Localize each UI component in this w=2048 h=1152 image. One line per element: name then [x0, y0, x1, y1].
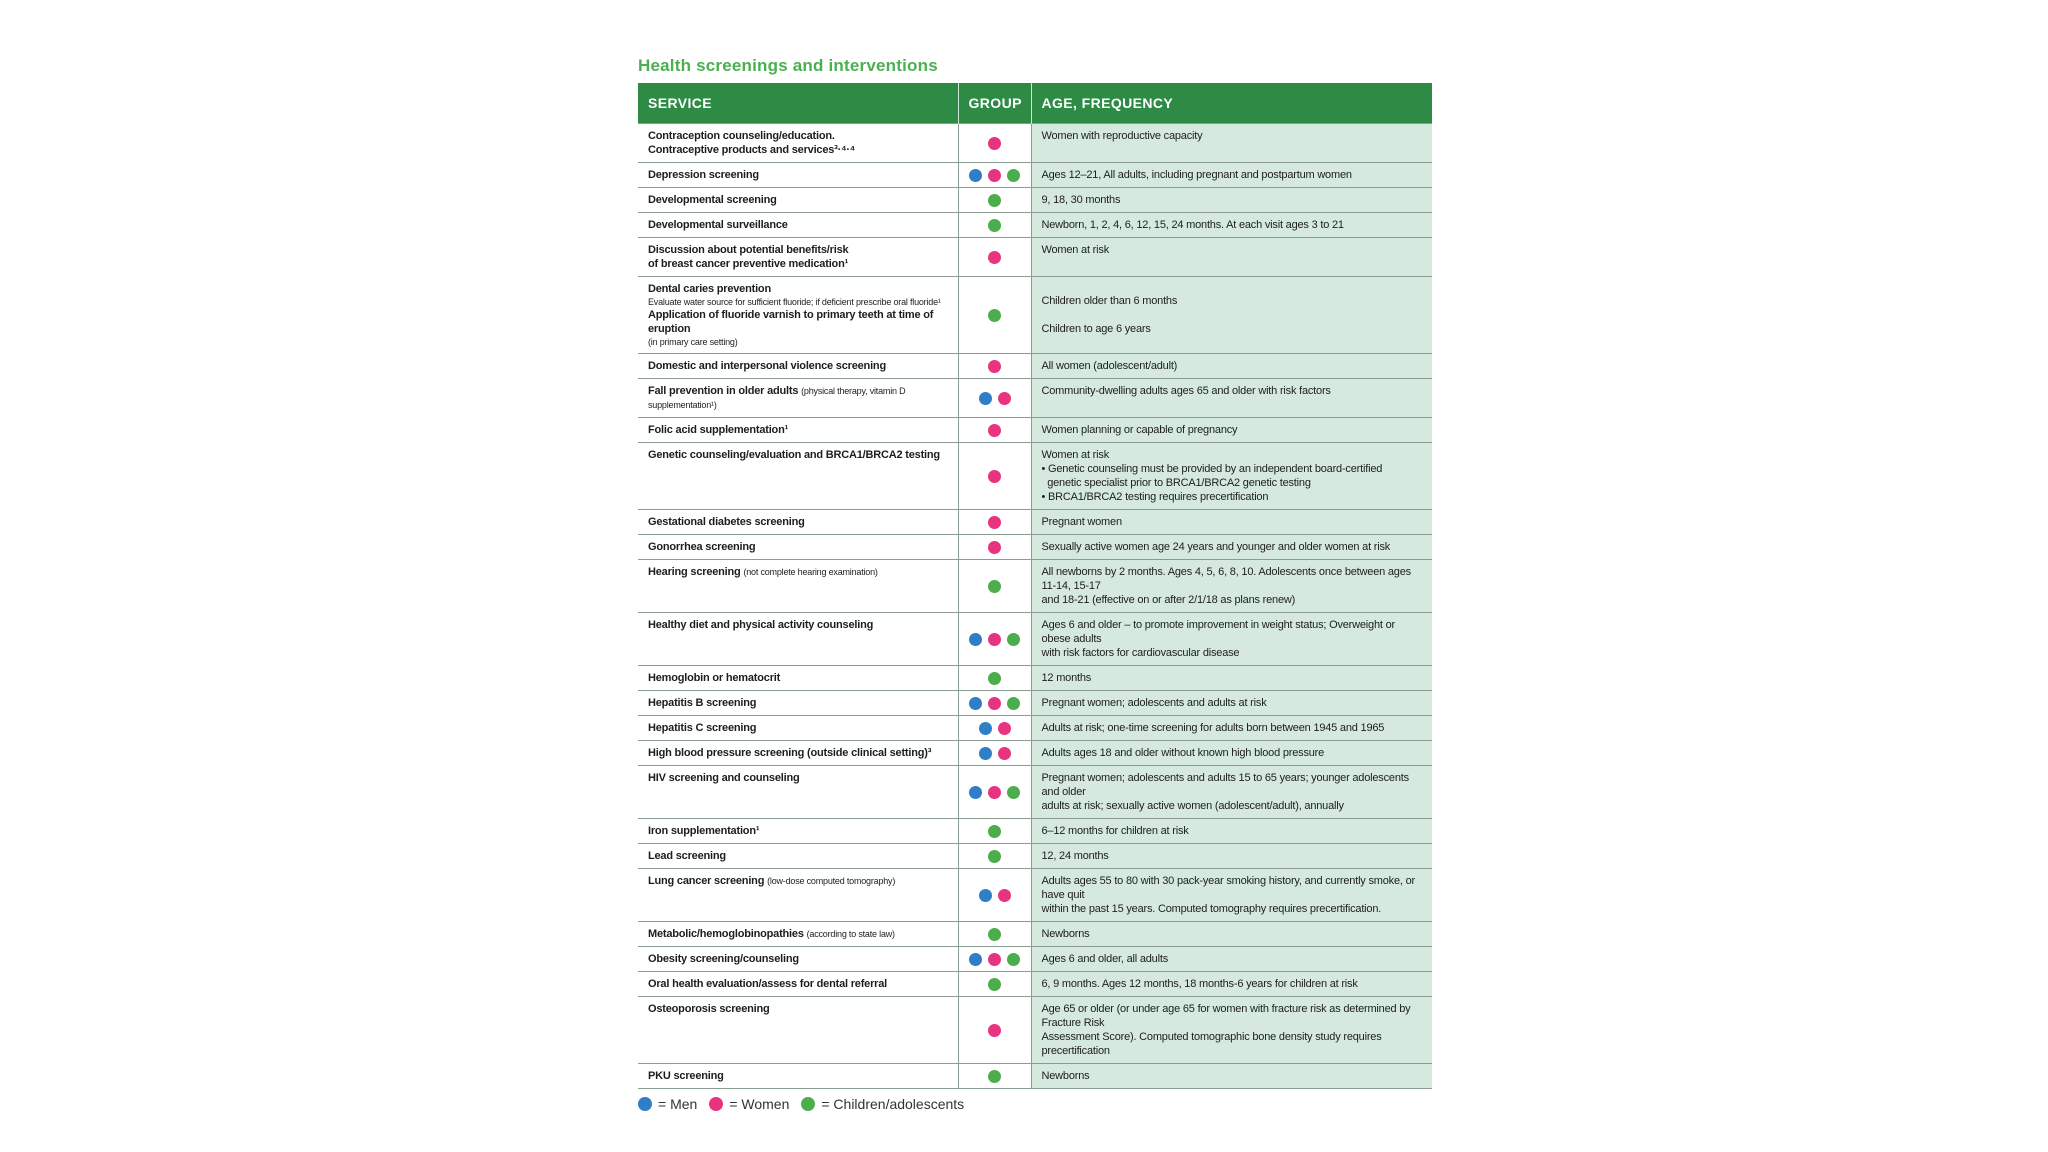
table-row	[638, 379, 1432, 418]
service-cell	[638, 124, 958, 163]
table-row	[638, 869, 1432, 922]
men-dot-icon	[979, 392, 992, 405]
page-title: Health screenings and interventions	[638, 56, 938, 75]
women-dot-icon	[998, 722, 1011, 735]
children-dot-icon	[988, 1070, 1001, 1083]
age-frequency-cell	[1031, 972, 1432, 997]
age-frequency-cell	[1031, 766, 1432, 819]
group-cell	[958, 443, 1031, 510]
age-text: Age 65 or older (or under age 65 for women with fracture risk as determined by Fracture Risk	[1041, 1003, 1411, 1029]
children-dot-icon	[988, 219, 1001, 232]
table-row	[638, 613, 1432, 666]
men-dot-icon	[979, 722, 992, 735]
children-dot-icon	[988, 928, 1001, 941]
screenings-table	[638, 83, 1432, 1089]
service-text: Healthy diet and physical activity counseling	[648, 619, 874, 631]
age-text: Children older than 6 months	[1041, 295, 1178, 307]
service-text: Depression screening	[648, 169, 759, 181]
age-text: within the past 15 years. Computed tomography requires precertification.	[1041, 903, 1382, 915]
table-row	[638, 535, 1432, 560]
service-cell	[638, 613, 958, 666]
age-text: genetic specialist prior to BRCA1/BRCA2 genetic testing	[1041, 477, 1311, 489]
children-dot-icon	[988, 194, 1001, 207]
group-cell	[958, 277, 1031, 354]
service-text: Genetic counseling/evaluation and BRCA1/BRCA2 testing	[648, 449, 940, 461]
age-frequency-cell	[1031, 716, 1432, 741]
legend-women-label: = Women	[729, 1096, 790, 1112]
age-text: 12 months	[1041, 672, 1092, 684]
service-cell	[638, 443, 958, 510]
service-cell	[638, 379, 958, 418]
children-dot-icon	[1007, 953, 1020, 966]
service-cell	[638, 354, 958, 379]
age-frequency-cell	[1031, 535, 1432, 560]
age-frequency-cell	[1031, 379, 1432, 418]
service-cell	[638, 766, 958, 819]
group-cell	[958, 560, 1031, 613]
group-cell	[958, 869, 1031, 922]
group-cell	[958, 819, 1031, 844]
table-row	[638, 691, 1432, 716]
service-text: Hemoglobin or hematocrit	[648, 672, 781, 684]
men-dot-icon	[969, 633, 982, 646]
age-text: Newborns	[1041, 928, 1090, 940]
children-dot-icon	[988, 978, 1001, 991]
men-dot-icon	[969, 169, 982, 182]
group-cell	[958, 535, 1031, 560]
group-cell	[958, 354, 1031, 379]
age-frequency-cell	[1031, 510, 1432, 535]
group-cell	[958, 613, 1031, 666]
legend	[638, 1096, 976, 1112]
women-dot-icon	[988, 169, 1001, 182]
age-frequency-cell	[1031, 947, 1432, 972]
service-cell	[638, 819, 958, 844]
service-cell	[638, 510, 958, 535]
service-cell	[638, 741, 958, 766]
table-row	[638, 238, 1432, 277]
service-cell	[638, 535, 958, 560]
age-text: with risk factors for cardiovascular disease	[1041, 647, 1240, 659]
service-cell	[638, 163, 958, 188]
table-row	[638, 947, 1432, 972]
legend-men	[638, 1096, 697, 1112]
children-dot-icon	[988, 825, 1001, 838]
service-text: Hepatitis C screening	[648, 722, 757, 734]
legend-men-label: = Men	[658, 1096, 698, 1112]
women-dot-icon	[998, 889, 1011, 902]
table-row	[638, 716, 1432, 741]
service-note: (according to state law)	[806, 929, 895, 939]
header-age-frequency: AGE, FREQUENCY	[1031, 83, 1432, 124]
age-frequency-cell	[1031, 418, 1432, 443]
table-row	[638, 766, 1432, 819]
age-text: adults at risk; sexually active women (adolescent/adult), annually	[1041, 800, 1344, 812]
women-dot-icon	[988, 633, 1001, 646]
table-row	[638, 418, 1432, 443]
age-text: Women at risk	[1041, 244, 1109, 256]
women-dot-icon	[988, 1024, 1001, 1037]
age-text: Assessment Score). Computed tomographic bone density study requires precertification	[1041, 1031, 1382, 1057]
age-text: and 18-21 (effective on or after 2/1/18 as plans renew)	[1041, 594, 1296, 606]
service-cell	[638, 922, 958, 947]
legend-women	[709, 1096, 789, 1112]
women-dot-icon	[988, 541, 1001, 554]
age-frequency-cell	[1031, 560, 1432, 613]
age-text: • Genetic counseling must be provided by an independent board-certified	[1041, 463, 1383, 475]
men-dot-icon	[979, 889, 992, 902]
group-cell	[958, 163, 1031, 188]
women-dot-icon	[988, 697, 1001, 710]
group-cell	[958, 844, 1031, 869]
age-text: Ages 12–21, All adults, including pregnant and postpartum women	[1041, 169, 1352, 181]
service-cell	[638, 716, 958, 741]
age-frequency-cell	[1031, 844, 1432, 869]
table-row	[638, 819, 1432, 844]
service-note: (not complete hearing examination)	[743, 567, 878, 577]
age-text: Adults ages 55 to 80 with 30 pack-year smoking history, and currently smoke, or have quit	[1041, 875, 1415, 901]
table-row	[638, 666, 1432, 691]
service-text: Application of fluoride varnish to primary teeth at time of eruption	[648, 309, 934, 335]
service-text: Gestational diabetes screening	[648, 516, 805, 528]
table-row	[638, 188, 1432, 213]
service-text: Osteoporosis screening	[648, 1003, 770, 1015]
service-text: High blood pressure screening (outside clinical setting)³	[648, 747, 932, 759]
group-cell	[958, 997, 1031, 1064]
service-cell	[638, 238, 958, 277]
service-text: Lung cancer screening	[648, 875, 765, 887]
group-cell	[958, 510, 1031, 535]
age-text: Women with reproductive capacity	[1041, 130, 1203, 142]
service-note: (physical therapy, vitamin D supplementation¹)	[648, 386, 906, 410]
group-cell	[958, 379, 1031, 418]
service-cell	[638, 188, 958, 213]
age-text: 6–12 months for children at risk	[1041, 825, 1189, 837]
table-row	[638, 972, 1432, 997]
women-dot-icon	[998, 747, 1011, 760]
age-text: Community-dwelling adults ages 65 and older with risk factors	[1041, 385, 1331, 397]
age-frequency-cell	[1031, 691, 1432, 716]
age-frequency-cell	[1031, 443, 1432, 510]
service-text: Oral health evaluation/assess for dental referral	[648, 978, 888, 990]
service-text: Hearing screening	[648, 566, 741, 578]
age-frequency-cell	[1031, 922, 1432, 947]
age-text: 6, 9 months. Ages 12 months, 18 months-6 years for children at risk	[1041, 978, 1358, 990]
group-cell	[958, 124, 1031, 163]
service-note: (low-dose computed tomography)	[767, 876, 896, 886]
service-cell	[638, 1064, 958, 1089]
table-row	[638, 560, 1432, 613]
service-text: Dental caries prevention	[648, 283, 771, 295]
service-cell	[638, 691, 958, 716]
table-row	[638, 354, 1432, 379]
table-row	[638, 124, 1432, 163]
age-text: Adults at risk; one-time screening for adults born between 1945 and 1965	[1041, 722, 1385, 734]
group-cell	[958, 947, 1031, 972]
age-frequency-cell	[1031, 613, 1432, 666]
service-cell	[638, 997, 958, 1064]
table-row	[638, 510, 1432, 535]
age-text: All newborns by 2 months. Ages 4, 5, 6, 8, 10. Adolescents once between ages 11-14, 15-17	[1041, 566, 1411, 592]
table-row	[638, 741, 1432, 766]
age-text: Pregnant women; adolescents and adults at risk	[1041, 697, 1267, 709]
age-frequency-cell	[1031, 163, 1432, 188]
men-dot-icon	[969, 953, 982, 966]
spacer	[1042, 308, 1423, 322]
table-row	[638, 997, 1432, 1064]
age-text: • BRCA1/BRCA2 testing requires precertification	[1041, 491, 1269, 503]
service-cell	[638, 418, 958, 443]
service-text: Metabolic/hemoglobinopathies	[648, 928, 804, 940]
children-dot-icon	[988, 580, 1001, 593]
children-dot-icon	[988, 850, 1001, 863]
age-frequency-cell	[1031, 819, 1432, 844]
table-row	[638, 1064, 1432, 1089]
service-text: Gonorrhea screening	[648, 541, 756, 553]
age-frequency-cell	[1031, 213, 1432, 238]
service-cell	[638, 844, 958, 869]
age-text: Newborn, 1, 2, 4, 6, 12, 15, 24 months. At each visit ages 3 to 21	[1041, 219, 1344, 231]
service-cell	[638, 213, 958, 238]
age-text: Adults ages 18 and older without known high blood pressure	[1041, 747, 1325, 759]
group-cell	[958, 691, 1031, 716]
service-cell	[638, 560, 958, 613]
women-dot-icon	[988, 360, 1001, 373]
group-cell	[958, 1064, 1031, 1089]
men-dot-icon	[979, 747, 992, 760]
table-row	[638, 844, 1432, 869]
age-frequency-cell	[1031, 741, 1432, 766]
service-text: Obesity screening/counseling	[648, 953, 799, 965]
women-dot-icon	[709, 1097, 723, 1111]
group-cell	[958, 238, 1031, 277]
legend-children-label: = Children/adolescents	[821, 1096, 965, 1112]
children-dot-icon	[988, 672, 1001, 685]
service-cell	[638, 947, 958, 972]
women-dot-icon	[988, 424, 1001, 437]
legend-children	[801, 1096, 964, 1112]
age-frequency-cell	[1031, 997, 1432, 1064]
service-text: Contraceptive products and services³·⁴·⁴	[648, 144, 856, 156]
group-cell	[958, 766, 1031, 819]
table-row	[638, 213, 1432, 238]
service-text: Developmental screening	[648, 194, 777, 206]
service-text: HIV screening and counseling	[648, 772, 800, 784]
service-text: Domestic and interpersonal violence screening	[648, 360, 886, 372]
age-text: Pregnant women	[1041, 516, 1122, 528]
age-frequency-cell	[1031, 1064, 1432, 1089]
table-header-row	[638, 83, 1432, 124]
service-subtext: (in primary care setting)	[648, 337, 738, 347]
age-text: Pregnant women; adolescents and adults 15 to 65 years; younger adolescents and older	[1041, 772, 1409, 798]
age-frequency-cell	[1031, 869, 1432, 922]
service-cell	[638, 277, 958, 354]
group-cell	[958, 972, 1031, 997]
children-dot-icon	[1007, 633, 1020, 646]
age-frequency-cell	[1031, 666, 1432, 691]
age-text: Women planning or capable of pregnancy	[1041, 424, 1238, 436]
group-cell	[958, 213, 1031, 238]
service-text: Fall prevention in older adults	[648, 385, 799, 397]
age-text: Newborns	[1041, 1070, 1090, 1082]
header-group: GROUP	[958, 83, 1031, 124]
women-dot-icon	[988, 953, 1001, 966]
men-dot-icon	[638, 1097, 652, 1111]
group-cell	[958, 418, 1031, 443]
group-cell	[958, 922, 1031, 947]
age-text: Ages 6 and older, all adults	[1041, 953, 1168, 965]
table-row	[638, 163, 1432, 188]
service-subtext: Evaluate water source for sufficient fluoride; if deficient prescribe oral fluoride¹	[648, 297, 941, 307]
service-text: PKU screening	[648, 1070, 724, 1082]
header-service: SERVICE	[638, 83, 958, 124]
service-text: Hepatitis B screening	[648, 697, 757, 709]
children-dot-icon	[1007, 786, 1020, 799]
service-cell	[638, 972, 958, 997]
group-cell	[958, 716, 1031, 741]
men-dot-icon	[969, 786, 982, 799]
table-row	[638, 277, 1432, 354]
service-cell	[638, 869, 958, 922]
group-cell	[958, 741, 1031, 766]
age-frequency-cell	[1031, 188, 1432, 213]
children-dot-icon	[1007, 169, 1020, 182]
men-dot-icon	[969, 697, 982, 710]
service-text: Contraception counseling/education.	[648, 130, 835, 142]
table-row	[638, 922, 1432, 947]
table-row	[638, 443, 1432, 510]
service-text: Iron supplementation¹	[648, 825, 760, 837]
age-text: 12, 24 months	[1041, 850, 1109, 862]
group-cell	[958, 188, 1031, 213]
children-dot-icon	[988, 309, 1001, 322]
women-dot-icon	[988, 137, 1001, 150]
age-text: Children to age 6 years	[1041, 323, 1151, 335]
children-dot-icon	[1007, 697, 1020, 710]
service-text: Lead screening	[648, 850, 726, 862]
age-frequency-cell	[1031, 277, 1432, 354]
age-frequency-cell	[1031, 354, 1432, 379]
age-frequency-cell	[1031, 238, 1432, 277]
service-text: Discussion about potential benefits/risk	[648, 244, 849, 256]
age-text: Sexually active women age 24 years and younger and older women at risk	[1041, 541, 1391, 553]
age-text: Ages 6 and older – to promote improvement in weight status; Overweight or obese adults	[1041, 619, 1395, 645]
service-cell	[638, 666, 958, 691]
service-text: of breast cancer preventive medication¹	[648, 258, 849, 270]
women-dot-icon	[988, 516, 1001, 529]
service-text: Folic acid supplementation¹	[648, 424, 789, 436]
women-dot-icon	[998, 392, 1011, 405]
women-dot-icon	[988, 786, 1001, 799]
age-text: Women at risk	[1041, 449, 1109, 461]
women-dot-icon	[988, 251, 1001, 264]
age-text: All women (adolescent/adult)	[1041, 360, 1178, 372]
service-text: Developmental surveillance	[648, 219, 788, 231]
women-dot-icon	[988, 470, 1001, 483]
group-cell	[958, 666, 1031, 691]
age-frequency-cell	[1031, 124, 1432, 163]
children-dot-icon	[801, 1097, 815, 1111]
age-text: 9, 18, 30 months	[1041, 194, 1121, 206]
